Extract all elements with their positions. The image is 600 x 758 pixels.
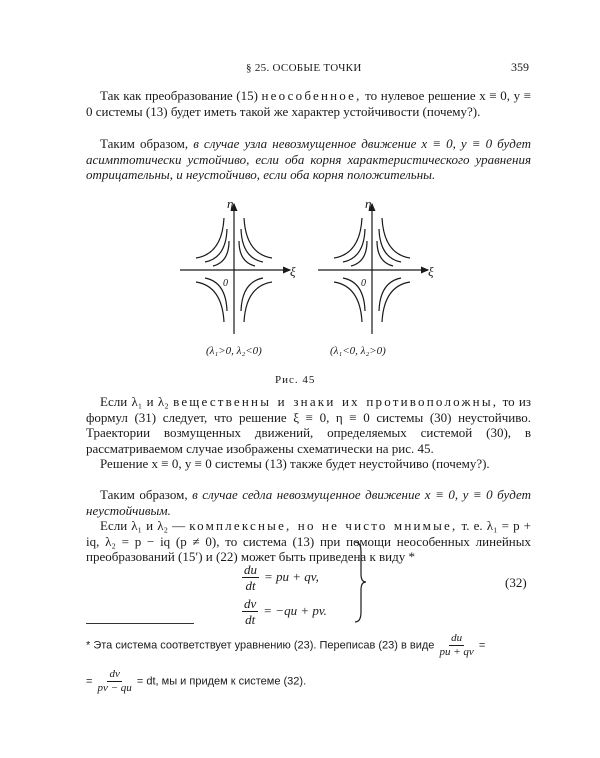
phase-portraits (0, 196, 600, 396)
footnote-text-b: = dt, мы и придем к системе (32). (136, 675, 307, 688)
right-origin-label: 0 (361, 278, 366, 289)
left-trajectory (196, 282, 224, 322)
frac-num: dv (109, 668, 120, 680)
right-trajectory (382, 282, 410, 322)
frac-den: dt (245, 611, 256, 627)
footnote-equals: = (86, 675, 93, 688)
p1-text-a: Так как преобразование (15) (100, 88, 258, 103)
right-diagram-label: (λ₁<0, λ₂>0) (330, 345, 386, 357)
p1-spaced: неособенное, (261, 88, 362, 103)
paragraph-2 (86, 136, 531, 183)
right-xi-label: ξ (428, 264, 434, 279)
right-trajectory (351, 241, 367, 266)
left-trajectory (213, 241, 229, 266)
right-brace (353, 540, 367, 624)
p3-text-a: Если λ₁ и λ₂ (100, 394, 169, 409)
right-eta-label: η (365, 196, 372, 211)
paragraph-1 (86, 88, 531, 119)
figure-45 (0, 196, 600, 396)
left-diagram-label: (λ₁>0, λ₂<0) (206, 345, 262, 357)
paragraph-5 (86, 487, 531, 518)
equation-rhs-2: = −qu + pv. (263, 603, 327, 618)
p5-italic: в случае седла невозмущенное движение x ≡ 0, y ≡ 0 будет неустойчивым. (86, 487, 532, 518)
frac-den: dt (245, 577, 256, 593)
right-trajectory (334, 218, 362, 258)
section-title: § 25. ОСОБЫЕ ТОЧКИ (246, 62, 362, 74)
p2-italic: в случае узла невозмущенное движение x ≡ 0, y ≡ 0 будет асимптотически устойчиво, если оба корня характеристического уравнения отрицательны, и неустойчиво, если оба корня положительны. (86, 136, 532, 183)
right-trajectory (334, 282, 362, 322)
p6-spaced: комплексные, но не чисто мнимые, (189, 518, 458, 533)
left-trajectory (244, 282, 272, 322)
left-saddle-diagram (180, 204, 290, 334)
p2-text-a: Таким образом, (100, 136, 189, 151)
right-trajectory (382, 218, 410, 258)
left-xi-label: ξ (290, 264, 296, 279)
footnote-rule (86, 623, 194, 624)
p3-spaced: вещественны и знаки их противоположны, (173, 394, 499, 409)
paragraph-3 (86, 394, 531, 456)
footnote-line-2 (86, 668, 532, 695)
footnote-text-a: * Эта система соответствует уравнению (23). Переписав (23) в виде (86, 639, 435, 652)
frac-den: pv − qu (97, 682, 132, 694)
equation-rhs-1: = pu + qv, (264, 569, 319, 584)
p6-text-a: Если λ₁ и λ₂ — (100, 518, 186, 533)
footnote-fraction-1 (439, 632, 473, 659)
page-header (0, 58, 600, 76)
footnote-fraction-2 (98, 668, 132, 695)
p3-text-c: то из формул (31) следует, что решение ξ ≡ 0, η ≡ 0 системы (30) неустойчиво. Траектории возмущенных движений, определяемых системой (30), в рассматриваемом случае изображены схематически на рис. 45. (86, 394, 531, 456)
left-trajectory (239, 241, 255, 266)
p1-text-c: то нулевое решение (365, 88, 476, 103)
left-eta-label: η (227, 196, 234, 211)
equation-system-32 (240, 538, 540, 628)
equation-number: (32) (505, 575, 527, 590)
page-number: 359 (511, 60, 529, 74)
left-trajectory (196, 218, 224, 258)
right-trajectory (377, 241, 393, 266)
p6-text-c: т. е. λ₁ = p + iq, λ₂ = p − iq (p ≠ 0), то система (13) при помощи неособенных линейных преобразований (15′) и (22) может быть приведена к виду * (86, 518, 531, 565)
footnote-line-1 (86, 632, 532, 659)
p1-text-d: x ≡ 0, y ≡ 0 системы (13) будет иметь такой же характер устойчивости (почему?). (86, 88, 532, 119)
fraction-dv-dt (242, 596, 258, 627)
paragraph-4: Решение x ≡ 0, y ≡ 0 системы (13) также будет неустойчиво (почему?). (100, 456, 490, 471)
fraction-du-dt (242, 562, 259, 593)
frac-den: pu + qv (439, 646, 474, 658)
footnote-equals: = (478, 639, 486, 652)
left-trajectory (244, 218, 272, 258)
figure-caption: Рис. 45 (275, 374, 316, 386)
left-origin-label: 0 (223, 278, 228, 289)
frac-num: du (244, 561, 257, 577)
right-saddle-diagram (318, 204, 428, 334)
frac-num: dv (244, 595, 257, 611)
p5-text-a: Таким образом, (100, 487, 188, 502)
equation-row-1 (240, 560, 319, 594)
equation-row-2 (240, 594, 327, 628)
frac-num: du (451, 632, 463, 644)
